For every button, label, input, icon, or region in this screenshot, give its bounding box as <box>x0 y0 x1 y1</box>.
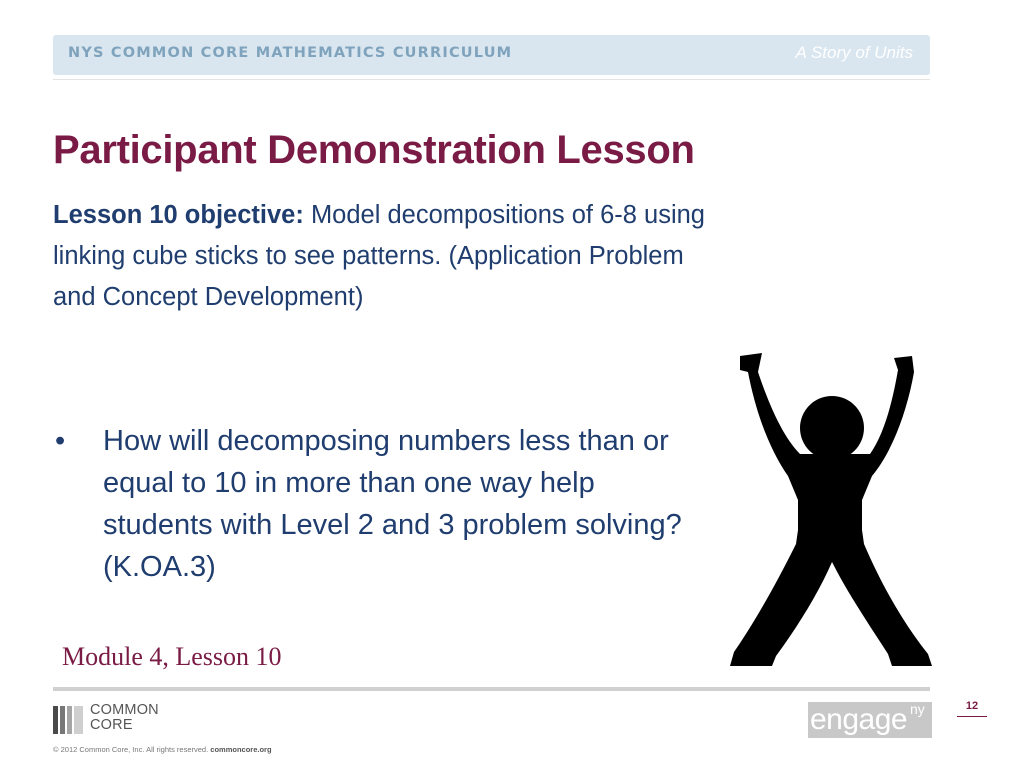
story-title: A Story of Units <box>795 43 913 62</box>
bullet-item: How will decomposing numbers less than or equal to 10 in more than one way help students with Level 2 and 3 problem solving? (K.OA.3) <box>103 425 682 583</box>
slide-page-number: 12 <box>965 700 979 712</box>
curriculum-header-bar <box>53 35 930 75</box>
slide-title: Participant Demonstration Lesson <box>53 128 695 172</box>
objective-label: Lesson 10 objective: <box>53 201 304 229</box>
curriculum-title: NYS COMMON CORE MATHEMATICS CURRICULUM <box>68 45 513 61</box>
lesson-objective <box>53 195 713 318</box>
module-lesson-label: Module 4, Lesson 10 <box>62 642 282 671</box>
person-arms-raised-icon <box>726 348 932 668</box>
header-divider <box>53 79 930 80</box>
copyright-notice: © 2012 Common Core, Inc. All rights reserved. commoncore.org <box>53 745 272 754</box>
common-core-bars-icon <box>53 706 83 734</box>
objective-text: Model decompositions of 6-8 using linking cube sticks to see patterns. (Application Problem and Concept Development) <box>53 201 705 311</box>
footer-divider <box>53 687 930 691</box>
engage-ny-logo: engage ny <box>808 702 932 738</box>
page-number-underline <box>957 716 987 717</box>
common-core-wordmark: COMMON CORE <box>90 702 159 733</box>
bullet-marker: • <box>55 425 66 457</box>
bullet-list <box>55 420 705 588</box>
copyright-link[interactable]: commoncore.org <box>210 745 272 754</box>
